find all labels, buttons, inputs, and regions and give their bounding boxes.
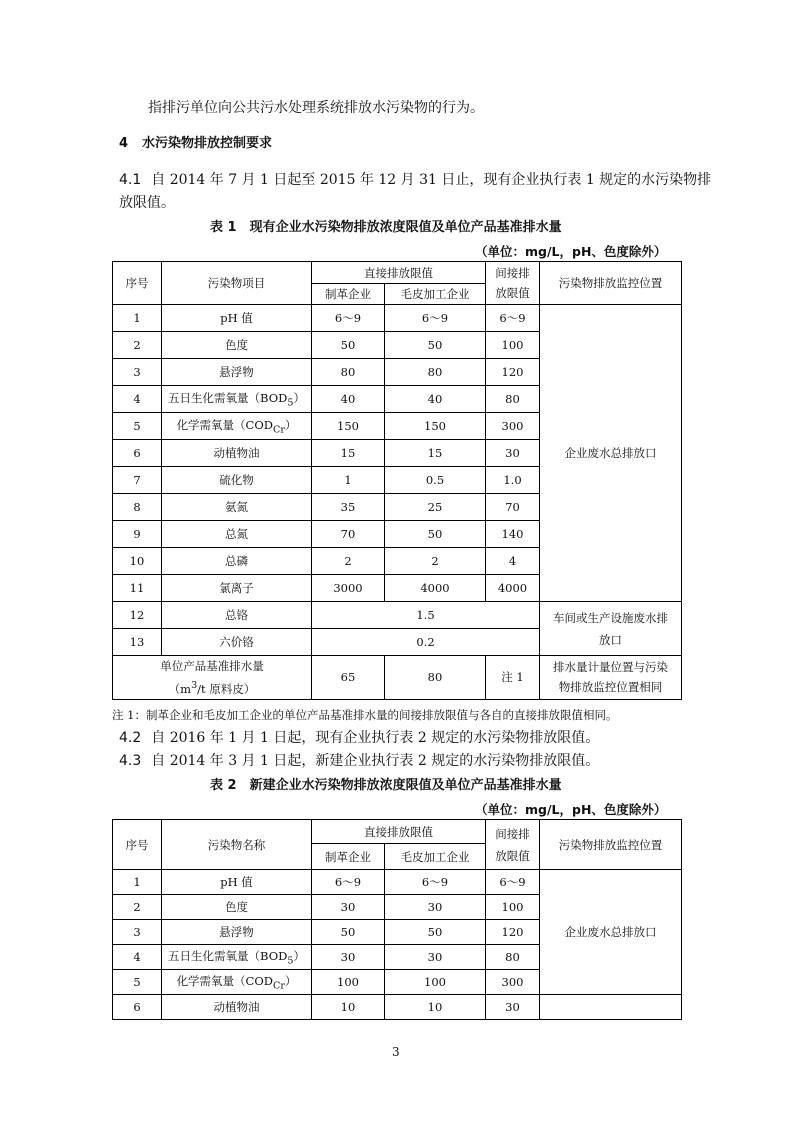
table-cell-seq: 2 [113,332,162,359]
table-cell-indirect: 6～9 [486,305,540,332]
header-fur: 毛皮加工企业 [385,844,486,870]
clause-4-2 [119,729,599,747]
table-cell-tanning: 6～9 [312,305,385,332]
base-row-monitor [540,656,682,700]
table-cell-monitor-empty [540,995,682,1020]
clause-text: 自 2016 年 1 月 1 日起，现有企业执行表 2 规定的水污染物排放限值。 [151,730,600,746]
base-row-label [113,656,312,700]
intro-line: 指排污单位向公共污水处理系统排放水污染物的行为。 [148,100,484,116]
base-row-indirect: 注 1 [486,656,540,700]
header-item: 污染物项目 [162,262,312,305]
table-cell-tanning: 150 [312,413,385,440]
item-subscript: 5 [287,955,294,967]
header-tanning: 制革企业 [312,844,385,870]
table-cell-seq: 4 [113,386,162,413]
table-cell-indirect: 100 [486,332,540,359]
table-cell-tanning: 50 [312,920,385,945]
table-cell-fur: 25 [385,494,486,521]
table-cell-fur: 6～9 [385,305,486,332]
table-cell-seq: 2 [113,895,162,920]
table-cell-tanning: 50 [312,332,385,359]
table-cell-item: 色度 [162,332,312,359]
table-cell-indirect: 70 [486,494,540,521]
table-cell-item [162,413,312,440]
table-cell-fur: 30 [385,895,486,920]
table-cell-indirect: 4000 [486,575,540,602]
table2-unit: （单位：mg/L，pH、色度除外） [475,802,667,817]
table-cell-item: 悬浮物 [162,359,312,386]
table-cell-fur: 150 [385,413,486,440]
header-indirect-l2: 放限值 [495,286,530,300]
header-indirect [486,262,540,305]
base-label-l2-post: /t 原料皮） [197,681,256,696]
table-cell-seq: 12 [113,602,162,629]
base-row-fur: 80 [385,656,486,700]
table-cell-seq: 5 [113,970,162,995]
item-text-end: ） [284,973,297,988]
table-cell-item [162,386,312,413]
table-cell-seq: 5 [113,413,162,440]
table-cell-fur: 50 [385,332,486,359]
base-row-tanning: 65 [312,656,385,700]
page-number: 3 [392,1045,400,1059]
table-cell-fur: 0.5 [385,467,486,494]
table-cell-fur: 100 [385,970,486,995]
item-subscript: Cr [273,424,285,436]
section-number: 4 [119,136,129,151]
table-cell-tanning: 40 [312,386,385,413]
table-cell-tanning: 80 [312,359,385,386]
header-monitor: 污染物排放监控位置 [540,262,682,305]
table-cell-indirect: 1.0 [486,467,540,494]
table-cell-indirect: 300 [486,970,540,995]
table1-note: 注 1：制革企业和毛皮加工企业的单位产品基准排水量的间接排放限值与各自的直接排放限值相同。 [112,708,618,722]
header-indirect [486,820,540,870]
table-cell-indirect: 6～9 [486,870,540,895]
section-4-heading [119,135,272,153]
table-cell-seq: 7 [113,467,162,494]
table-cell-item: 悬浮物 [162,920,312,945]
table-cell-fur: 80 [385,359,486,386]
table-cell-indirect: 80 [486,386,540,413]
clause-number: 4.1 [119,172,142,188]
item-text: 化学需氧量（COD [176,417,274,432]
header-indirect-l2: 放限值 [495,848,530,863]
table-cell-tanning: 35 [312,494,385,521]
table-cell-fur: 40 [385,386,486,413]
table-cell-tanning: 70 [312,521,385,548]
table-cell-fur: 15 [385,440,486,467]
table-cell-fur: 2 [385,548,486,575]
monitor-main: 企业废水总排放口 [540,305,682,602]
table-cell-fur: 4000 [385,575,486,602]
clause-4-1-cont: 放限值。 [119,195,175,211]
table-cell-seq: 3 [113,359,162,386]
header-tanning: 制革企业 [312,284,385,305]
table-cell-tanning: 100 [312,970,385,995]
table-cell-seq: 8 [113,494,162,521]
base-label-l2-pre: （m [168,681,192,696]
item-text: 五日生化需氧量（BOD [168,390,288,405]
table-cell-indirect: 100 [486,895,540,920]
table-cell-tanning: 30 [312,895,385,920]
table-cell-item: pH 值 [162,870,312,895]
header-direct: 直接排放限值 [312,262,486,284]
base-label-l2-sup: 3 [191,680,198,691]
table-cell-item: 氨氮 [162,494,312,521]
item-text: 五日生化需氧量（BOD [168,948,288,963]
header-seq: 序号 [113,820,162,870]
base-monitor-l1: 排水量计量位置与污染 [553,660,668,675]
table-cell-seq: 6 [113,440,162,467]
table-cell-fur: 6～9 [385,870,486,895]
table-cell-item: pH 值 [162,305,312,332]
table-cell-indirect: 30 [486,440,540,467]
table-cell-item: 氯离子 [162,575,312,602]
table-cell-indirect: 30 [486,995,540,1020]
clause-4-3 [119,752,599,770]
table1 [112,261,682,700]
table-cell-indirect: 140 [486,521,540,548]
clause-text: 自 2014 年 3 月 1 日起，新建企业执行表 2 规定的水污染物排放限值。 [151,753,600,769]
table-cell-chrome-value: 0.2 [312,629,540,656]
table-cell-indirect: 120 [486,359,540,386]
table-cell-seq: 3 [113,920,162,945]
table-cell-chrome-value: 1.5 [312,602,540,629]
clause-4-1 [119,171,711,189]
table-cell-indirect: 4 [486,548,540,575]
table-cell-tanning: 15 [312,440,385,467]
table-cell-tanning: 6～9 [312,870,385,895]
table-cell-seq: 4 [113,945,162,970]
table-cell-tanning: 2 [312,548,385,575]
table-cell-seq: 1 [113,870,162,895]
header-indirect-l1: 间接排 [495,826,530,841]
table-cell-seq: 6 [113,995,162,1020]
clause-text: 自 2014 年 7 月 1 日起至 2015 年 12 月 31 日止，现有企业执行表 1 规定的水污染物排 [151,172,712,188]
monitor-main: 企业废水总排放口 [540,870,682,995]
item-text-end: ） [293,390,305,405]
header-seq: 序号 [113,262,162,305]
table-cell-seq: 9 [113,521,162,548]
table-cell-tanning: 3000 [312,575,385,602]
item-text: 化学需氧量（COD [176,973,274,988]
table-cell-seq: 10 [113,548,162,575]
header-fur: 毛皮加工企业 [385,284,486,305]
table-cell-item: 动植物油 [162,440,312,467]
table-cell-seq: 1 [113,305,162,332]
table-cell-tanning: 30 [312,945,385,970]
table-cell-item: 硫化物 [162,467,312,494]
section-title: 水污染物排放控制要求 [142,136,273,151]
table-cell-item: 总氮 [162,521,312,548]
table-cell-item: 总磷 [162,548,312,575]
table-cell-indirect: 80 [486,945,540,970]
table-cell-item [162,945,312,970]
table-cell-indirect: 120 [486,920,540,945]
header-monitor: 污染物排放监控位置 [540,820,682,870]
item-text-end: ） [284,417,297,432]
table-cell-tanning: 10 [312,995,385,1020]
table-cell-item [162,970,312,995]
monitor-workshop-l2: 放口 [599,632,622,647]
header-item: 污染物名称 [162,820,312,870]
clause-number: 4.3 [119,753,142,769]
table2 [112,819,682,1020]
table-cell-fur: 10 [385,995,486,1020]
table-cell-seq: 11 [113,575,162,602]
table-cell-item: 六价铬 [162,629,312,656]
base-monitor-l2: 物排放监控位置相同 [558,680,663,695]
monitor-workshop-l1: 车间或生产设施废水排 [553,610,668,625]
table-cell-indirect: 300 [486,413,540,440]
table-cell-tanning: 1 [312,467,385,494]
table-cell-item: 色度 [162,895,312,920]
table1-unit: （单位：mg/L，pH、色度除外） [475,244,667,259]
table-cell-fur: 50 [385,521,486,548]
item-subscript: 5 [287,397,294,409]
table-cell-fur: 50 [385,920,486,945]
clause-number: 4.2 [119,730,142,746]
base-label-l1: 单位产品基准排水量 [160,659,264,673]
monitor-workshop [540,602,682,656]
table-cell-item: 总铬 [162,602,312,629]
table1-caption: 表 1 现有企业水污染物排放浓度限值及单位产品基准排水量 [210,220,562,235]
table-cell-item: 动植物油 [162,995,312,1020]
header-direct: 直接排放限值 [312,820,486,844]
table-cell-seq: 13 [113,629,162,656]
table2-caption: 表 2 新建企业水污染物排放浓度限值及单位产品基准排水量 [210,778,562,793]
item-subscript: Cr [273,980,285,992]
table-cell-fur: 30 [385,945,486,970]
header-indirect-l1: 间接排 [495,266,530,280]
item-text-end: ） [293,948,305,963]
